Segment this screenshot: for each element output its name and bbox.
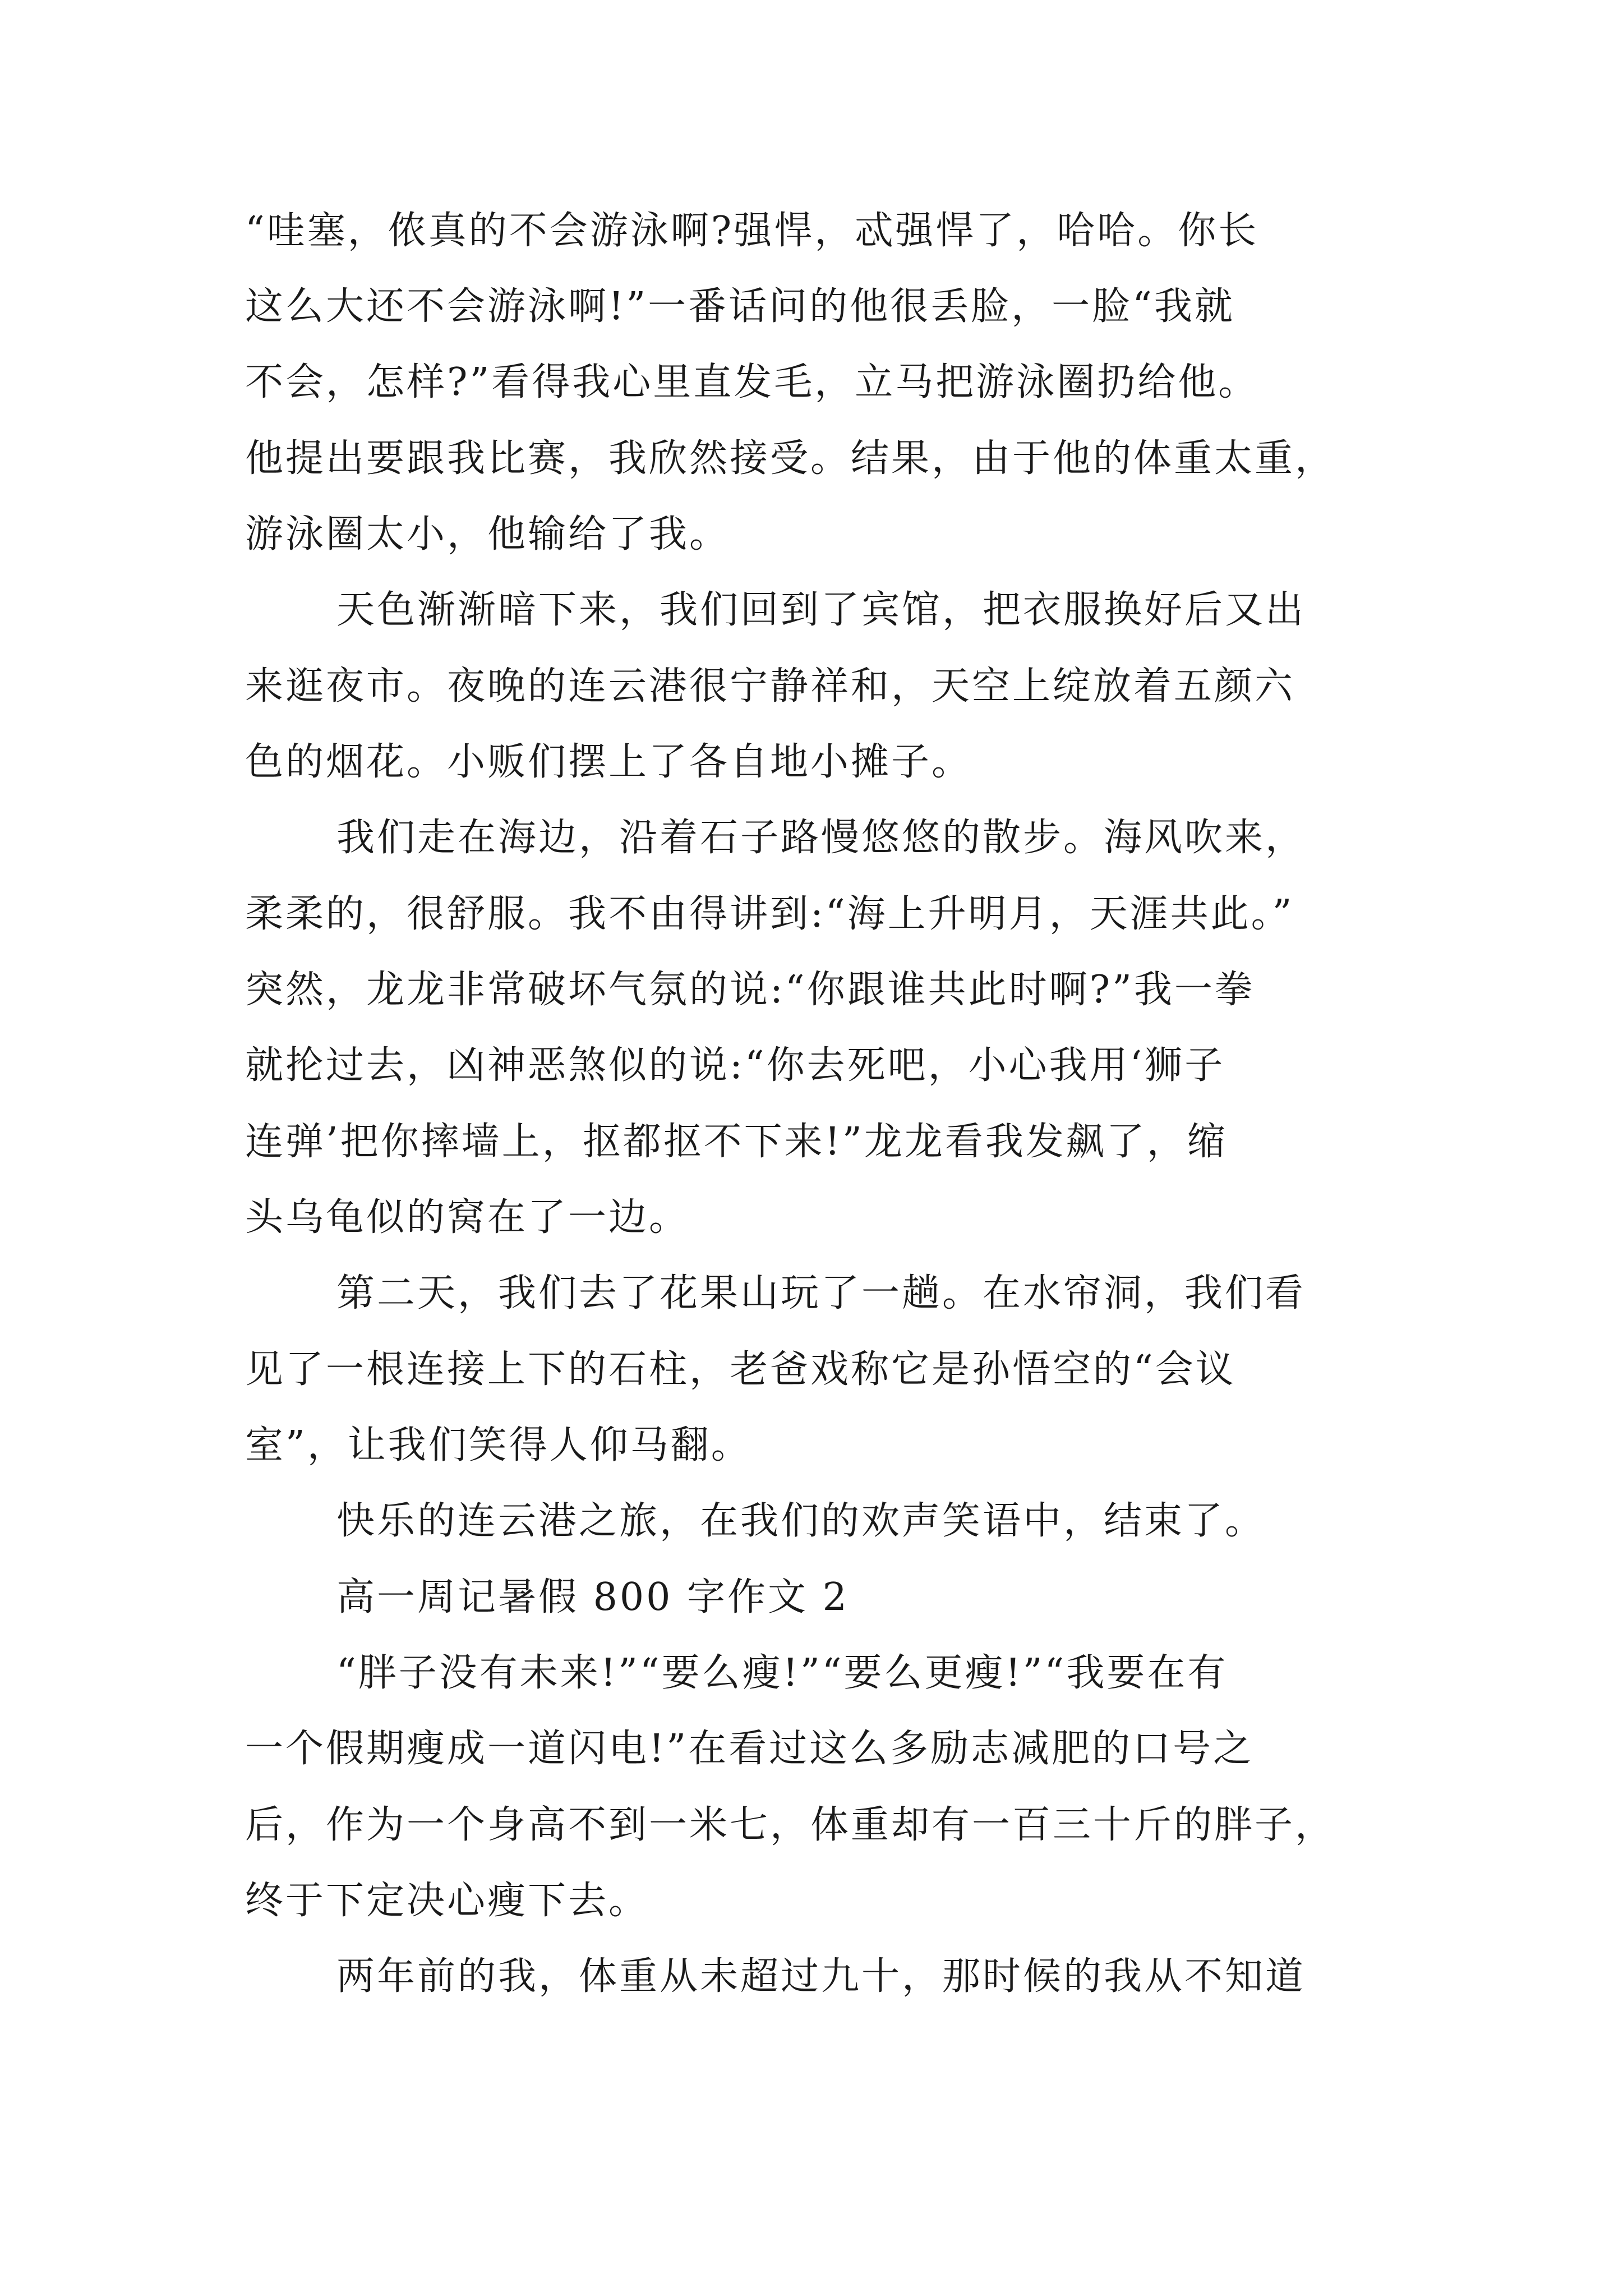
- text-line: 突然，龙龙非常破坏气氛的说:“你跟谁共此时啊?”我一拳: [245, 968, 1255, 1012]
- paragraph-first-line: 快乐的连云港之旅，在我们的欢声笑语中，结束了。: [336, 1499, 1266, 1543]
- text-line: 一个假期瘦成一道闪电!”在看过这么多励志减肥的口号之: [245, 1727, 1254, 1771]
- text-line: 室”，让我们笑得人仰马翻。: [245, 1423, 751, 1467]
- paragraph-first-line: “胖子没有未来!”“要么瘦!”“要么更瘦!”“我要在有: [336, 1651, 1228, 1695]
- text-line: 后，作为一个身高不到一米七，体重却有一百三十斤的胖子，: [245, 1803, 1336, 1847]
- paragraph-first-line: 两年前的我，体重从未超过九十，那时候的我从不知道: [336, 1954, 1306, 1999]
- text-line: 柔柔的，很舒服。我不由得讲到:“海上升明月，天涯共此。”: [245, 892, 1294, 936]
- paragraph-first-line: 我们走在海边，沿着石子路慢悠悠的散步。海风吹来，: [336, 816, 1306, 860]
- text-line: 就抡过去，凶神恶煞似的说:“你去死吧，小心我用‘狮子: [245, 1043, 1225, 1088]
- text-line: 头乌龟似的窝在了一边。: [245, 1195, 690, 1240]
- section-heading: 高一周记暑假 800 字作文 2: [336, 1575, 849, 1619]
- text-line: 连弹’把你摔墙上，抠都抠不下来!”龙龙看我发飙了，缩: [245, 1120, 1228, 1164]
- paragraph-first-line: 天色渐渐暗下来，我们回到了宾馆，把衣服换好后又出: [336, 588, 1306, 632]
- text-line: 他提出要跟我比赛，我欣然接受。结果，由于他的体重太重，: [245, 436, 1336, 481]
- text-line: “哇塞，侬真的不会游泳啊?强悍，忒强悍了，哈哈。你长: [245, 209, 1259, 253]
- text-line: 色的烟花。小贩们摆上了各自地小摊子。: [245, 740, 972, 784]
- text-line: 游泳圈太小，他输给了我。: [245, 512, 730, 556]
- text-line: 见了一根连接上下的石柱，老爸戏称它是孙悟空的“会议: [245, 1347, 1236, 1392]
- text-line: 这么大还不会游泳啊!”一番话问的他很丢脸，一脸“我就: [245, 284, 1235, 329]
- text-line: 来逛夜市。夜晚的连云港很宁静祥和，天空上绽放着五颜六: [245, 664, 1295, 708]
- text-line: 终于下定决心瘦下去。: [245, 1879, 649, 1923]
- paragraph-first-line: 第二天，我们去了花果山玩了一趟。在水帘洞，我们看: [336, 1271, 1306, 1315]
- text-line: 不会，怎样?”看得我心里直发毛，立马把游泳圈扔给他。: [245, 360, 1259, 404]
